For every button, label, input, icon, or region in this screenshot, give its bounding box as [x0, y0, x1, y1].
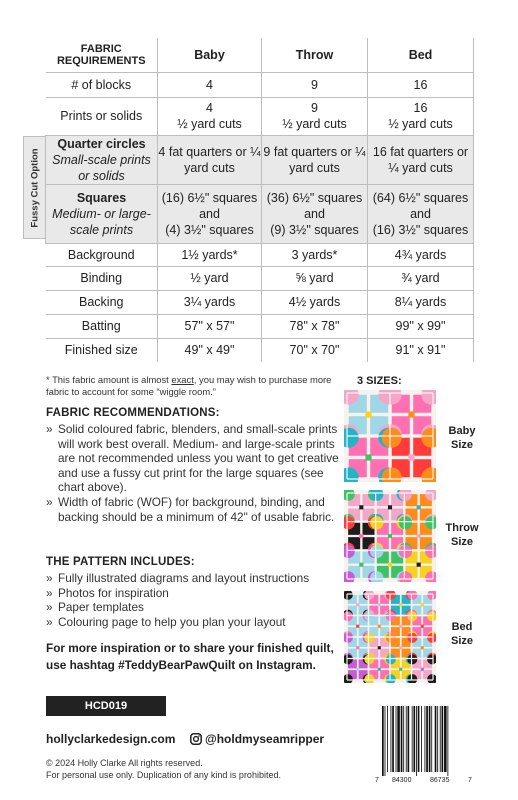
cell-throw: ⅝ yard	[262, 266, 368, 290]
usage-text: For personal use only. Duplication of any kind is prohibited.	[46, 770, 281, 780]
cell-bed: 16 fat quarters or ¼ yard cuts	[368, 135, 474, 184]
row-label	[46, 135, 158, 184]
cell-bed: 16	[368, 72, 474, 97]
cell-baby	[158, 184, 262, 243]
barcode-bar	[406, 706, 407, 772]
col-header-bed: Bed	[368, 38, 474, 72]
center-square	[356, 646, 359, 649]
footnote-underlined: exact	[171, 374, 194, 385]
barcode-bar	[429, 706, 431, 772]
center-square	[365, 411, 371, 417]
center-square	[359, 505, 363, 509]
center-square	[399, 646, 402, 649]
quarter-circle	[407, 611, 417, 621]
cell-line: and	[410, 206, 431, 221]
copyright-block	[46, 757, 281, 781]
table-row	[46, 266, 474, 290]
cell-line: 4	[206, 101, 213, 115]
barcode-bar	[437, 706, 438, 772]
cell-throw: 78" x 78"	[262, 314, 368, 338]
center-square	[378, 668, 381, 671]
size-label-line: Size	[450, 536, 473, 548]
center-square	[356, 603, 359, 606]
quarter-circle	[370, 545, 383, 558]
fussy-cut-side-label	[23, 136, 45, 239]
copyright-text: © 2024 Holly Clarke All rights reserved.	[46, 758, 203, 768]
cell-throw	[262, 184, 368, 243]
center-square	[359, 534, 363, 538]
cell-line: and	[199, 206, 220, 221]
table-row	[46, 72, 474, 97]
list-item: » Photos for inspiration	[46, 586, 342, 601]
cell-line: 16	[413, 101, 428, 115]
barcode-bar	[447, 706, 448, 776]
cell-line: (36) 6½" squares	[266, 190, 363, 205]
barcode-bar	[396, 706, 397, 772]
table-row	[46, 314, 474, 338]
barcode-bar	[403, 706, 404, 772]
cell-bed: 8¼ yards	[368, 290, 474, 314]
cell-line: (9) 3½" squares	[270, 222, 359, 237]
center-square	[421, 603, 424, 606]
throw-quilt-image	[344, 490, 436, 582]
pattern-code-badge: HCD019	[46, 696, 166, 716]
cell-bed	[368, 184, 474, 243]
quarter-circle	[364, 611, 374, 621]
barcode-bar	[442, 706, 444, 772]
col-header-baby: Baby	[158, 38, 262, 72]
cell-line: (64) 6½" squares	[372, 190, 469, 205]
baby-quilt-image	[344, 390, 436, 482]
barcode-bar	[440, 706, 441, 772]
row-label: Backing	[46, 290, 158, 314]
website-link[interactable]: hollyclarkedesign.com	[46, 732, 176, 746]
barcode-bar	[385, 706, 386, 776]
row-label: Background	[46, 243, 158, 266]
barcode-bars	[382, 706, 448, 776]
inspiration-text: For more inspiration or to share your finished quilt, use hashtag #TeddyBearPawQuilt on Instagram.	[46, 641, 334, 672]
cell-baby: ½ yard	[158, 266, 262, 290]
col-header-throw: Throw	[262, 38, 368, 72]
baby-size-label	[442, 424, 482, 452]
center-square	[408, 411, 414, 417]
center-square	[421, 646, 424, 649]
cell-bed: 91" x 91"	[368, 338, 474, 362]
center-square	[399, 668, 402, 671]
barcode-bar	[413, 706, 415, 772]
quarter-circle	[386, 611, 396, 621]
barcode-bar	[382, 706, 384, 776]
cell-line: and	[304, 206, 325, 221]
cell-bed	[368, 97, 474, 135]
barcode-bar	[435, 706, 437, 772]
center-square	[365, 454, 371, 460]
quarter-circle	[382, 428, 402, 448]
row-label: Prints or solids	[46, 97, 158, 135]
cell-baby: 3¼ yards	[158, 290, 262, 314]
center-square	[421, 625, 424, 628]
quarter-circle	[370, 516, 383, 529]
background-footnote	[46, 374, 336, 398]
list-item: » Fully illustrated diagrams and layout instructions	[46, 571, 342, 586]
instagram-handle[interactable]	[190, 732, 324, 746]
cell-throw: 4½ yards	[262, 290, 368, 314]
center-square	[417, 563, 421, 567]
barcode-bar	[401, 706, 403, 772]
barcode-group-2: 86735	[430, 777, 450, 784]
row-label: Batting	[46, 314, 158, 338]
cell-baby: 49" x 49"	[158, 338, 262, 362]
center-square	[378, 603, 381, 606]
recommendations-list	[46, 422, 342, 524]
cell-throw: 9	[262, 72, 368, 97]
size-label-line: Throw	[445, 522, 479, 534]
quarter-circle	[364, 633, 374, 643]
row-label-italic: Medium- or large-scale prints	[52, 206, 151, 237]
center-square	[421, 668, 424, 671]
cell-line: (4) 3½" squares	[165, 222, 254, 237]
table-row	[46, 184, 474, 243]
barcode-group-1: 84300	[392, 777, 412, 784]
barcode-bar	[426, 706, 428, 772]
cell-line: ½ yard cuts	[177, 117, 242, 131]
upc-barcode	[374, 704, 474, 784]
barcode-bar	[425, 706, 426, 772]
table-row	[46, 338, 474, 362]
row-label	[46, 184, 158, 243]
row-label: # of blocks	[46, 72, 158, 97]
row-label-bold: Squares	[76, 190, 127, 205]
center-square	[359, 563, 363, 567]
footnote-text: * This fabric amount is almost	[46, 374, 172, 385]
cell-line: ½ yard cuts	[388, 117, 453, 131]
center-square	[408, 454, 414, 460]
center-square	[399, 603, 402, 606]
barcode-left-digit: 7	[375, 777, 379, 784]
quarter-circle	[386, 633, 396, 643]
cell-line: 9	[311, 101, 318, 115]
cell-line: (16) 6½" squares	[161, 190, 258, 205]
list-item: » Width of fabric (WOF) for background, binding, and backing should be a minimum of 42" of usable fabric.	[46, 495, 342, 524]
quarter-circle	[407, 654, 417, 664]
quarter-circle	[399, 516, 412, 529]
table-corner-heading: FABRIC REQUIREMENTS	[46, 38, 158, 72]
barcode-bar	[408, 706, 410, 772]
size-label-line: Size	[450, 635, 473, 647]
cell-bed: ¾ yard	[368, 266, 474, 290]
recommendations-heading: FABRIC RECOMMENDATIONS:	[46, 407, 220, 419]
barcode-bar	[431, 706, 432, 772]
cell-line: (16) 3½" squares	[372, 222, 469, 237]
cell-baby: 57" x 57"	[158, 314, 262, 338]
cell-throw: 3 yards*	[262, 243, 368, 266]
center-square	[399, 625, 402, 628]
cell-throw: 70" x 70"	[262, 338, 368, 362]
barcode-bar	[418, 706, 420, 772]
center-square	[388, 563, 392, 567]
center-square	[356, 625, 359, 628]
list-item: » Paper templates	[46, 600, 342, 615]
table-row	[46, 97, 474, 135]
footnote-text: , you may wish to purchase more fabric to account for some “wiggle room.”	[46, 374, 332, 397]
cell-baby: 1½ yards*	[158, 243, 262, 266]
cell-baby: 4	[158, 72, 262, 97]
cell-throw: 9 fat quarters or ¼ yard cuts	[262, 135, 368, 184]
table-row	[46, 290, 474, 314]
center-square	[388, 534, 392, 538]
center-square	[388, 505, 392, 509]
barcode-bar	[387, 706, 388, 772]
list-item: » Solid coloured fabric, blenders, and small-scale prints will work best overall. Medium- and large-scale prints are not recommended unless you want to get creative and use a fussy cut print for the large squares (see chart above).	[46, 422, 342, 495]
center-square	[417, 505, 421, 509]
barcode-bar	[397, 706, 400, 772]
includes-heading: THE PATTERN INCLUDES:	[46, 556, 195, 568]
cell-baby: 4 fat quarters or ¼ yard cuts	[158, 135, 262, 184]
row-label-bold: Quarter circles	[57, 136, 146, 151]
throw-size-label	[442, 521, 482, 549]
barcode-right-digit: 7	[468, 777, 472, 784]
barcode-bar	[412, 706, 413, 772]
quarter-circle	[364, 654, 374, 664]
cell-baby	[158, 97, 262, 135]
quarter-circle	[399, 545, 412, 558]
center-square	[378, 646, 381, 649]
size-label-line: Size	[450, 439, 473, 451]
barcode-bar	[421, 706, 422, 772]
size-label-line: Baby	[448, 425, 476, 437]
row-label: Finished size	[46, 338, 158, 362]
cell-throw	[262, 97, 368, 135]
center-square	[378, 625, 381, 628]
barcode-bar	[391, 706, 392, 772]
table-row	[46, 135, 474, 184]
table-row	[46, 243, 474, 266]
quarter-circle	[407, 633, 417, 643]
cell-bed: 99" x 99"	[368, 314, 474, 338]
bed-quilt-image	[344, 591, 436, 683]
bed-size-label	[442, 620, 482, 648]
center-square	[356, 668, 359, 671]
barcode-bar	[416, 706, 417, 776]
center-square	[417, 534, 421, 538]
table-header-row	[46, 38, 474, 72]
cell-line: ½ yard cuts	[282, 117, 347, 131]
fabric-requirements-table	[45, 38, 474, 362]
cell-bed: 4¾ yards	[368, 243, 474, 266]
fussy-cut-label-text: Fussy Cut Option	[29, 147, 40, 228]
list-item: » Colouring page to help you plan your layout	[46, 615, 342, 630]
includes-list	[46, 571, 342, 629]
barcode-bar	[392, 706, 394, 772]
row-label: Binding	[46, 266, 158, 290]
instagram-handle-text: @holdmyseamripper	[205, 732, 325, 746]
row-label-italic: Small-scale prints or solids	[52, 152, 151, 183]
quarter-circle	[386, 654, 396, 664]
barcode-bar	[444, 706, 447, 772]
size-label-line: Bed	[451, 621, 473, 633]
sizes-heading: 3 SIZES:	[357, 375, 402, 387]
instagram-icon	[190, 733, 202, 745]
